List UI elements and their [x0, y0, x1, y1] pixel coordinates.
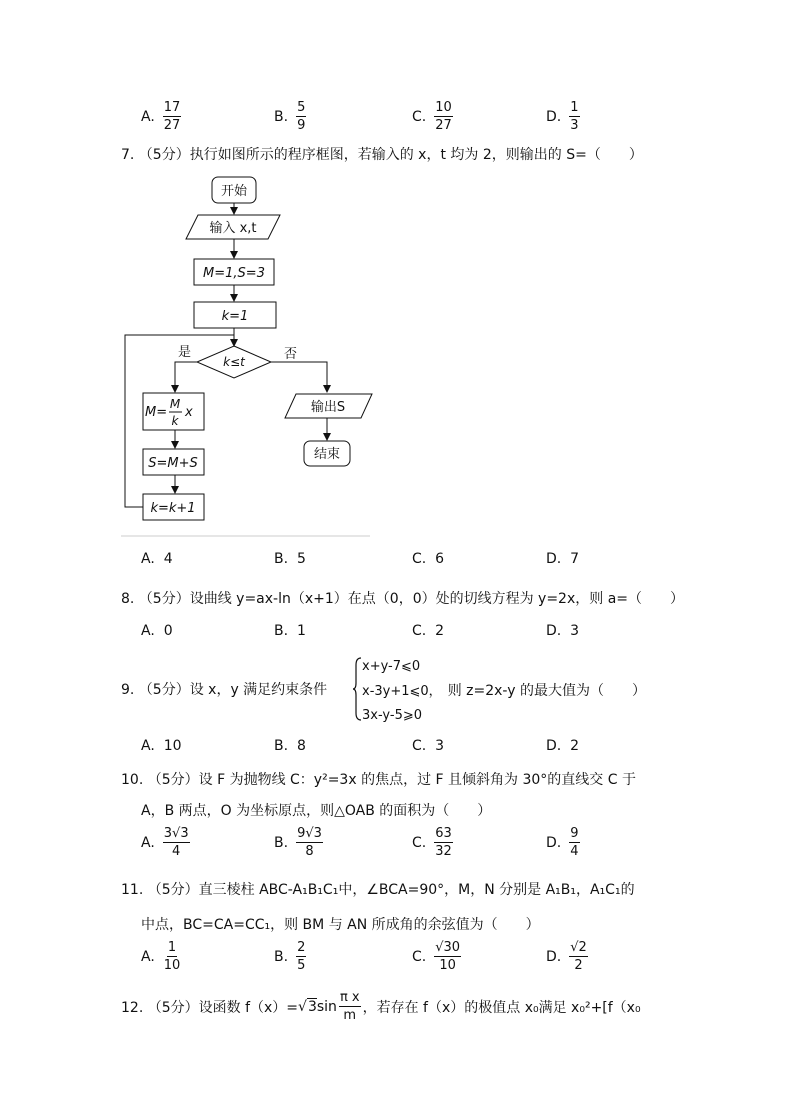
flow-output-label: 输出S — [310, 400, 346, 415]
q9-constraints — [362, 655, 646, 728]
brace-icon — [352, 657, 362, 721]
flow-input-label: 输入 x,t — [209, 221, 257, 236]
fraction: $\frac{10}{27}$ — [435, 100, 452, 133]
q7-option-a: A. 4 — [141, 551, 173, 567]
q12-stem — [121, 990, 641, 1023]
fraction: $\frac{5}{9}$ — [297, 100, 306, 133]
q12-sin: sin — [316, 998, 337, 1015]
q9-option-b: B. 8 — [274, 738, 306, 754]
fraction: $\frac{1}{3}$ — [570, 100, 579, 133]
q8-option-c: C. 2 — [412, 623, 445, 639]
flow-k-init-label: k=1 — [221, 309, 249, 324]
q7-option-b: B. 5 — [274, 551, 306, 567]
flow-m-update-den: k — [171, 414, 179, 428]
q11-stem-line2: 中点，BC=CA=CC₁，则 BM 与 AN 所成角的余弦值为（ ） — [141, 917, 540, 933]
flow-init-label: M=1,S=3 — [203, 266, 265, 281]
q10-stem-line1: 10. （5分）设 F 为抛物线 C：y²=3x 的焦点，过 F 且倾斜角为 30°的直线交 C 于 — [121, 772, 636, 788]
flow-start-label: 开始 — [220, 184, 248, 199]
q9-option-a: A. 10 — [141, 738, 182, 754]
sqrt-icon: √ — [298, 998, 307, 1015]
q10-stem-line2: A，B 两点，O 为坐标原点，则△OAB 的面积为（ ） — [141, 803, 492, 819]
q9-stem-after: 则 z=2x-y 的最大值为（ ） — [447, 683, 646, 699]
flow-s-update-label: S=M+S — [148, 456, 198, 471]
flow-cond-label: k≤t — [223, 355, 245, 369]
q11-option-a: A. $\frac{1}{10}$ — [141, 940, 181, 973]
q8-option-a: A. 0 — [141, 623, 173, 639]
flow-m-update-num: M — [169, 397, 181, 411]
q8-option-b: B. 1 — [274, 623, 306, 639]
option-label: D. — [546, 108, 562, 125]
q6-option-c — [412, 100, 453, 133]
q11-option-b: B. $\frac{2}{5}$ — [274, 940, 306, 973]
q12-stem-b: ，若存在 f（x）的极值点 x₀满足 x₀²+[f（x₀ — [362, 999, 641, 1016]
q6-option-d — [546, 100, 580, 133]
q10-option-d: D. $\frac{9}{4}$ — [546, 826, 579, 859]
flow-m-update-prefix: M= — [145, 405, 168, 420]
q6-option-b — [274, 100, 306, 133]
q7-stem: 7. （5分）执行如图所示的程序框图，若输入的 x，t 均为 2，则输出的 S=（ ） — [121, 147, 643, 163]
q6-option-a — [141, 100, 181, 133]
q12-fraction: $\frac{\text{π x}}{m}$ — [339, 990, 360, 1023]
q10-option-a: A. $\frac{3√3}{4}$ — [141, 826, 189, 859]
constraint-2: x-3y+1⩽0， 则 z=2x-y 的最大值为（ ） — [362, 683, 646, 699]
q7-option-c: C. 6 — [412, 551, 445, 567]
q12-stem-a: 12. （5分）设函数 f（x）= — [121, 999, 299, 1016]
constraint-1: x+y-7⩽0 — [362, 659, 421, 674]
q9-option-c: C. 3 — [412, 738, 445, 754]
q11-option-c: C. $\frac{√30}{10}$ — [412, 940, 461, 973]
constraint-3: 3x-y-5⩾0 — [362, 708, 423, 723]
q8-option-d: D. 3 — [546, 623, 580, 639]
q12-sqrt3: 3 — [307, 999, 317, 1015]
flow-yes-label: 是 — [178, 345, 192, 360]
option-label: B. — [274, 108, 289, 125]
flow-end-label: 结束 — [313, 447, 341, 462]
flow-no-label: 否 — [284, 347, 298, 362]
q9-option-d: D. 2 — [546, 738, 580, 754]
q10-option-c: C. $\frac{63}{32}$ — [412, 826, 452, 859]
q11-option-d: D. $\frac{√2}{2}$ — [546, 940, 587, 973]
q8-stem: 8. （5分）设曲线 y=ax-ln（x+1）在点（0，0）处的切线方程为 y=2x，则 a=（ ） — [121, 591, 685, 607]
flow-k-update-label: k=k+1 — [150, 501, 196, 516]
flow-m-update-suffix: x — [185, 405, 193, 420]
q7-option-d: D. 7 — [546, 551, 580, 567]
q7-flowchart — [118, 170, 383, 540]
option-label: A. — [141, 108, 155, 125]
option-label: C. — [412, 108, 427, 125]
q11-stem-line1: 11. （5分）直三棱柱 ABC-A₁B₁C₁中，∠BCA=90°，M，N 分别是 A₁B₁，A₁C₁的 — [121, 882, 635, 898]
q10-option-b: B. $\frac{9√3}{8}$ — [274, 826, 322, 859]
q9-stem-before: 9. （5分）设 x，y 满足约束条件 — [121, 682, 328, 698]
fraction: $\frac{17}{27}$ — [163, 100, 181, 133]
